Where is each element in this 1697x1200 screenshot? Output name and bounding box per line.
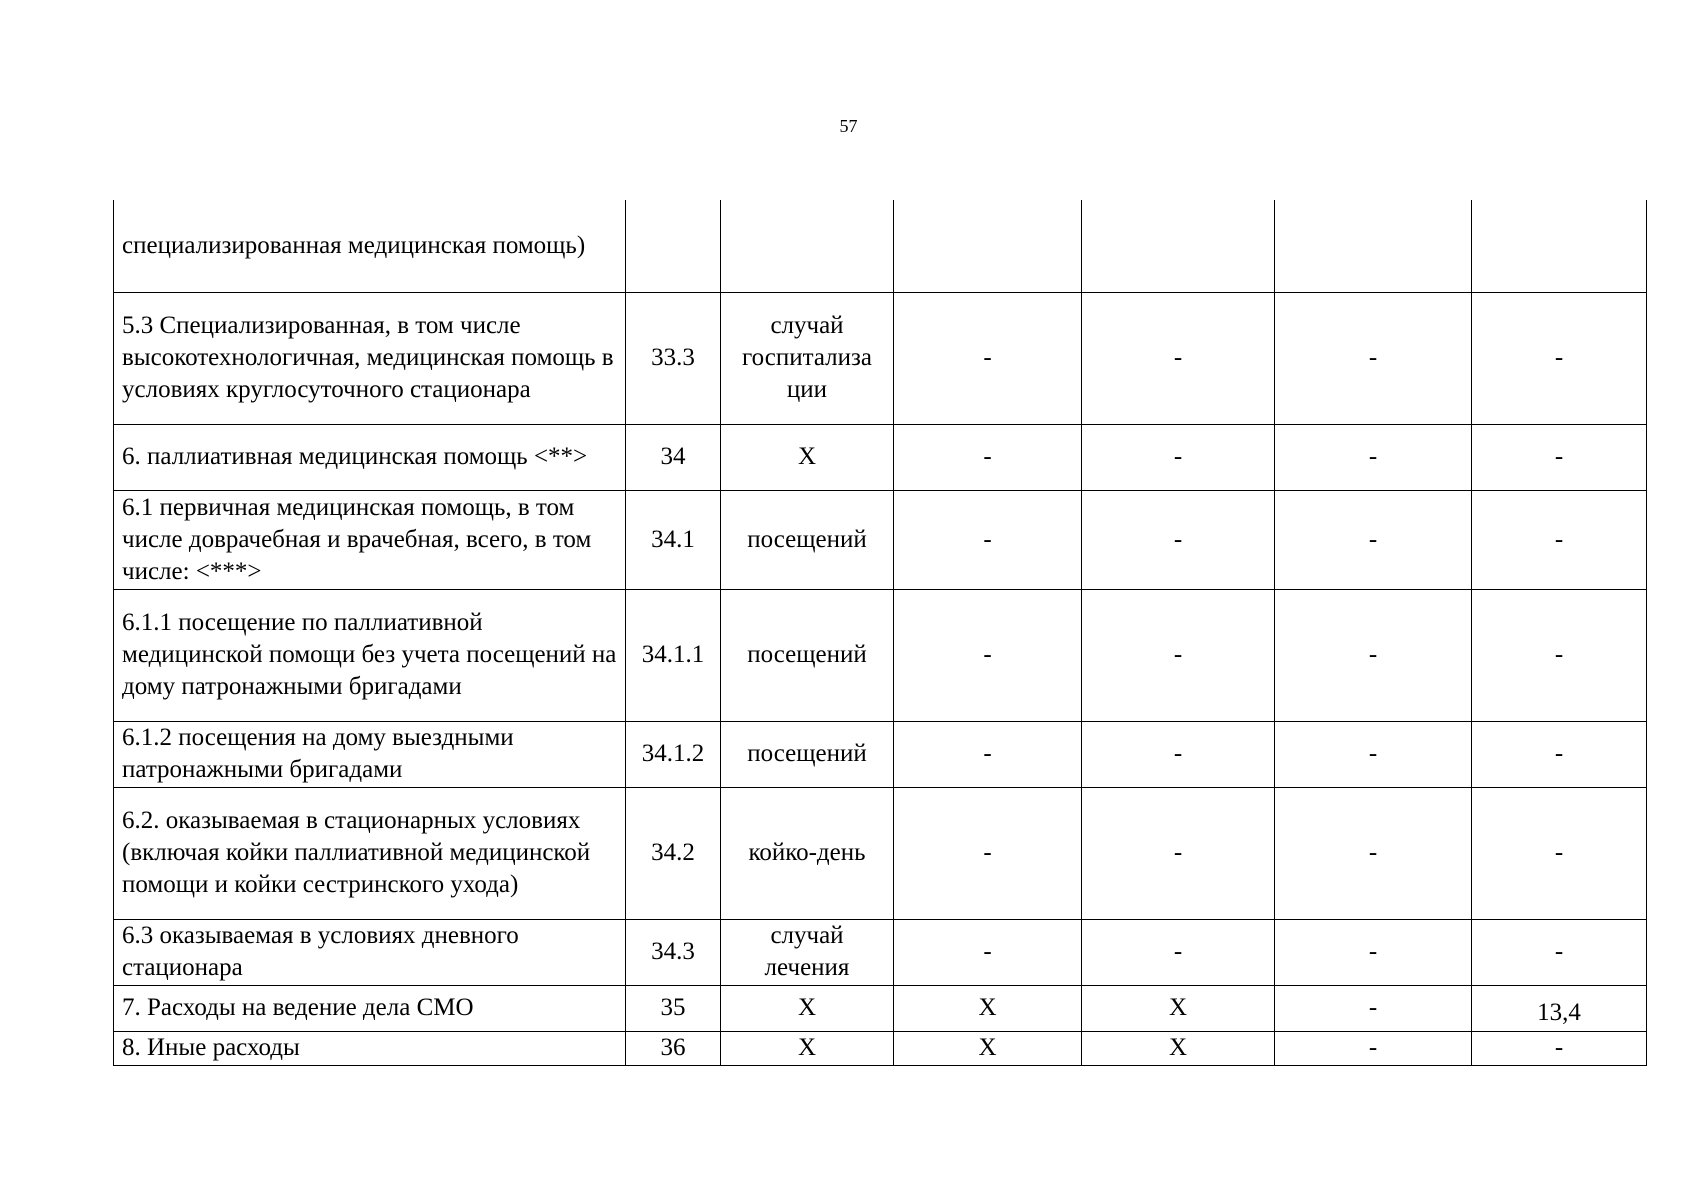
row-name: 5.3 Специализированная, в том числе высокотехнологичная, медицинская помощь в условиях круглосуточного стационара [114, 292, 626, 424]
row-value-1: - [894, 490, 1082, 589]
row-value-3: - [1275, 721, 1472, 787]
row-value-2: - [1082, 490, 1275, 589]
table-row [114, 589, 1647, 721]
expense-table [113, 200, 1647, 1066]
row-value-4: - [1472, 292, 1647, 424]
row-value-2: - [1082, 589, 1275, 721]
row-value-4: - [1472, 490, 1647, 589]
row-value-1: - [894, 919, 1082, 985]
row-name: 6. паллиативная медицинская помощь <**> [114, 424, 626, 490]
row-value-4: - [1472, 589, 1647, 721]
row-value-3: - [1275, 787, 1472, 919]
row-code: 34.3 [626, 919, 721, 985]
page-number: 57 [839, 116, 858, 136]
row-value-4: 13,4 [1472, 985, 1647, 1031]
row-value-2: - [1082, 424, 1275, 490]
row-name: 8. Иные расходы [114, 1031, 626, 1065]
row-value-3 [1275, 200, 1472, 292]
row-unit: посещений [721, 490, 894, 589]
row-value-2 [1082, 200, 1275, 292]
row-code: 34 [626, 424, 721, 490]
row-value-3: - [1275, 1031, 1472, 1065]
row-value-1: - [894, 292, 1082, 424]
row-unit: койко-день [721, 787, 894, 919]
row-unit: посещений [721, 589, 894, 721]
row-value-2: - [1082, 721, 1275, 787]
row-value-3: - [1275, 985, 1472, 1031]
row-value-1: Х [894, 1031, 1082, 1065]
row-value-1: - [894, 424, 1082, 490]
row-name: 7. Расходы на ведение дела СМО [114, 985, 626, 1031]
row-value-4: - [1472, 424, 1647, 490]
row-name: 6.3 оказываемая в условиях дневного стационара [114, 919, 626, 985]
row-value-2: - [1082, 919, 1275, 985]
table-row [114, 1031, 1647, 1065]
row-name: 6.1.2 посещения на дому выездными патронажными бригадами [114, 721, 626, 787]
row-value-4: - [1472, 787, 1647, 919]
row-name: 6.2. оказываемая в стационарных условиях (включая койки паллиативной медицинской помощи и койки сестринского ухода) [114, 787, 626, 919]
row-value-1: Х [894, 985, 1082, 1031]
row-value-3: - [1275, 490, 1472, 589]
row-name: 6.1.1 посещение по паллиативной медицинской помощи без учета посещений на дому патронажными бригадами [114, 589, 626, 721]
table-row [114, 424, 1647, 490]
row-value-3: - [1275, 292, 1472, 424]
row-value-1: - [894, 589, 1082, 721]
row-value-3: - [1275, 589, 1472, 721]
row-value-2: Х [1082, 985, 1275, 1031]
table-row [114, 200, 1647, 292]
row-value-2: - [1082, 787, 1275, 919]
row-value-3: - [1275, 424, 1472, 490]
row-value-1: - [894, 787, 1082, 919]
row-name: специализированная медицинская помощь) [114, 200, 626, 292]
row-value-2: - [1082, 292, 1275, 424]
row-unit: случай госпитализа ции [721, 292, 894, 424]
row-code: 34.1.1 [626, 589, 721, 721]
table-row [114, 490, 1647, 589]
row-unit [721, 200, 894, 292]
row-code: 33.3 [626, 292, 721, 424]
row-value-3: - [1275, 919, 1472, 985]
row-unit: посещений [721, 721, 894, 787]
row-unit: случай лечения [721, 919, 894, 985]
table-row [114, 985, 1647, 1031]
table-row [114, 721, 1647, 787]
row-value-4: - [1472, 721, 1647, 787]
table-row [114, 919, 1647, 985]
row-code: 34.1.2 [626, 721, 721, 787]
row-value-2: Х [1082, 1031, 1275, 1065]
row-value-1 [894, 200, 1082, 292]
row-code [626, 200, 721, 292]
row-unit: Х [721, 424, 894, 490]
row-name: 6.1 первичная медицинская помощь, в том числе доврачебная и врачебная, всего, в том числе: <***> [114, 490, 626, 589]
row-value-1: - [894, 721, 1082, 787]
row-code: 34.1 [626, 490, 721, 589]
row-code: 34.2 [626, 787, 721, 919]
row-value-4: - [1472, 1031, 1647, 1065]
row-unit: Х [721, 1031, 894, 1065]
table-row [114, 787, 1647, 919]
row-code: 36 [626, 1031, 721, 1065]
row-code: 35 [626, 985, 721, 1031]
row-value-4 [1472, 200, 1647, 292]
row-value-4: - [1472, 919, 1647, 985]
row-unit: Х [721, 985, 894, 1031]
table-row [114, 292, 1647, 424]
